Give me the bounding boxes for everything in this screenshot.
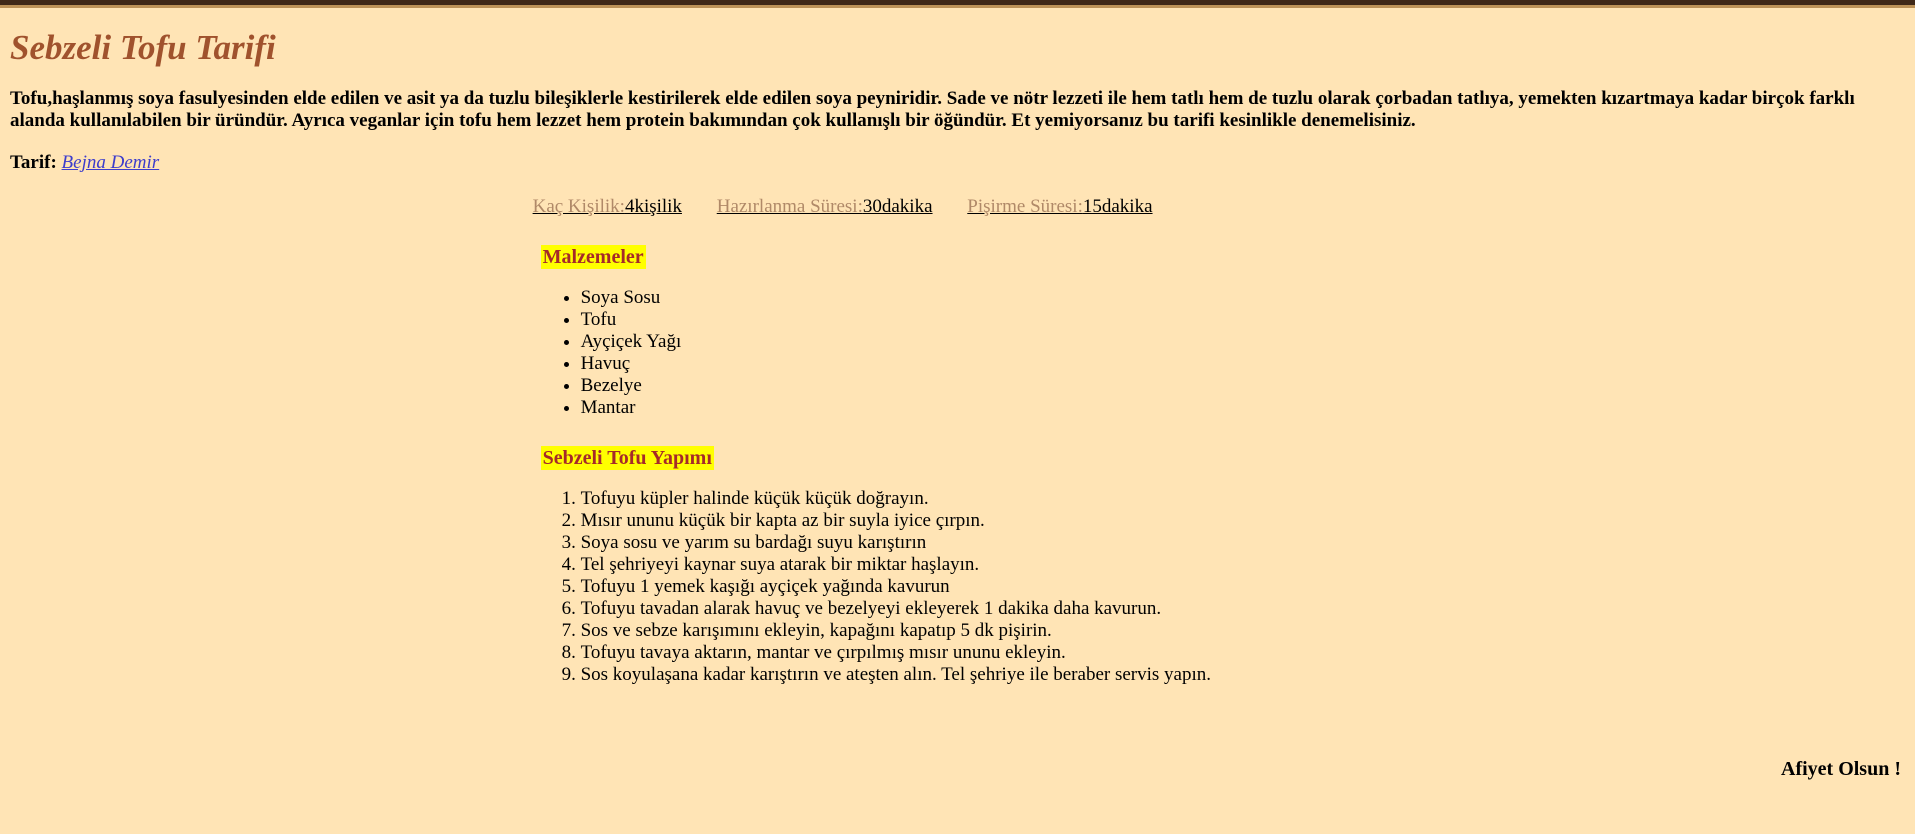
step-list [541, 488, 1905, 686]
steps-heading-highlight: Sebzeli Tofu Yapımı [542, 447, 712, 469]
ingredient-item: • Bezelye [581, 375, 1905, 397]
step-item: 5. Tofuyu 1 yemek kaşığı ayçiçek yağında kavurun [581, 576, 1905, 598]
step-item: 9. Sos koyulaşana kadar karıştırın ve ateşten alın. Tel şehriye ile beraber servis yapın. [581, 664, 1905, 686]
ingredient-item: • Ayçiçek Yağı [581, 331, 1905, 353]
meta-servings-label: Kaç Kişilik: [532, 196, 625, 217]
step-item: 3. Soya sosu ve yarım su bardağı suyu karıştırın [581, 532, 1905, 554]
page-title: Sebzeli Tofu Tarifi [10, 28, 276, 67]
author-line [10, 152, 1905, 174]
ingredients-heading-highlight: Malzemeler [542, 246, 644, 268]
step-item: 1. Tofuyu küpler halinde küçük küçük doğrayın. [581, 488, 1905, 510]
meta-cook-time [967, 196, 1152, 217]
ingredient-list [541, 287, 1905, 419]
step-item: 8. Tofuyu tavaya aktarın, mantar ve çırpılmış mısır ununu ekleyin. [581, 642, 1905, 664]
meta-prep-time [717, 196, 933, 217]
meta-prep-time-label: Hazırlanma Süresi: [716, 196, 863, 217]
meta-prep-time-value: 30dakika [862, 196, 933, 217]
author-label: Tarif: [10, 152, 57, 173]
ingredients-heading [541, 246, 1905, 269]
intro-paragraph: Tofu,haşlanmış soya fasulyesinden elde edilen ve asit ya da tuzlu bileşiklerle kestirilerek elde edilen soya peyniridir. Sade ve nötr lezzeti ile hem tatlı hem de tuzlu olarak çorbadan tatlıya, yemekten kızartmaya kadar birçok farklı alanda kullanılabilen bir üründür. Ayrıca veganlar için tofu hem lezzet hem protein bakımından çok kullanışlı bir öğündür. Et yemiyorsanız bu tarifi kesinlikle denemelisiniz. [10, 88, 1855, 131]
meta-cook-time-label: Pişirme Süresi: [967, 196, 1083, 217]
step-item: 6. Tofuyu tavadan alarak havuç ve bezelyeyi ekleyerek 1 dakika daha kavurun. [581, 598, 1905, 620]
ingredient-item: • Mantar [581, 397, 1905, 419]
top-border-rule [0, 0, 1915, 8]
meta-servings [533, 196, 682, 217]
page-content [0, 28, 1915, 831]
ingredient-item: • Havuç [581, 353, 1905, 375]
bon-appetit-text: Afiyet Olsun ! [1781, 758, 1901, 780]
author-link[interactable]: Bejna Demir [61, 152, 160, 173]
ingredient-item: • Tofu [581, 309, 1905, 331]
meta-cook-time-value: 15dakika [1082, 196, 1153, 217]
steps-heading [541, 447, 1905, 470]
step-item: 2. Mısır ununu küçük bir kapta az bir suyla iyice çırpın. [581, 510, 1905, 532]
recipe-meta-row [533, 196, 1905, 218]
recipe-section [532, 196, 1905, 686]
step-item: 7. Sos ve sebze karışımını ekleyin, kapağını kapatıp 5 dk pişirin. [581, 620, 1905, 642]
step-item: 4. Tel şehriyeyi kaynar suya atarak bir miktar haşlayın. [581, 554, 1905, 576]
ingredient-item: • Soya Sosu [581, 287, 1905, 309]
meta-servings-value: 4kişilik [624, 196, 682, 217]
